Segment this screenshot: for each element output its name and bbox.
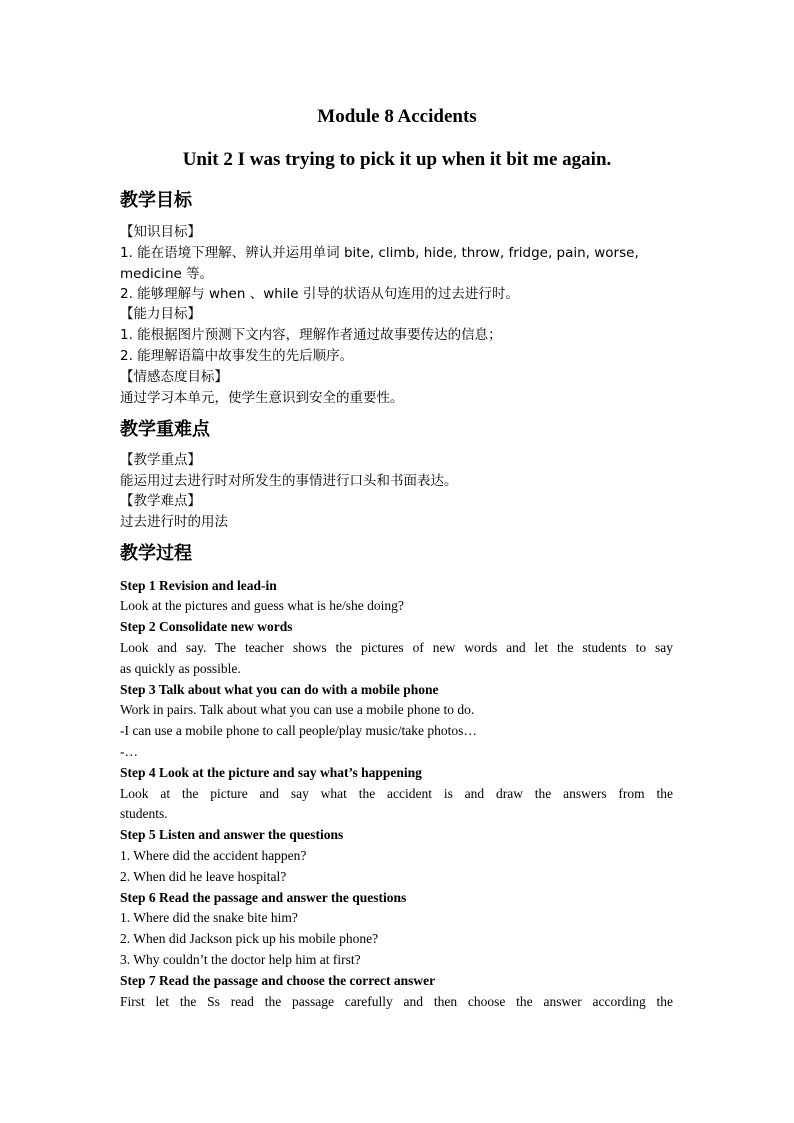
emotion-objective-1: 通过学习本单元，使学生意识到安全的重要性。 [120,390,404,406]
teaching-difficulty-label: 【教学难点】 [120,493,201,509]
knowledge-objective-1b: medicine 等。 [120,266,214,282]
step-4-text-b: students. [120,806,168,821]
knowledge-objective-label: 【知识目标】 [120,224,201,240]
teaching-focus-label: 【教学重点】 [120,452,201,468]
module-title: Module 8 Accidents [317,106,477,127]
key-points-heading: 教学重难点 [120,419,210,440]
step-6-question-3: 3. Why couldn’t the doctor help him at first? [120,952,361,967]
objectives-heading: 教学目标 [120,190,192,211]
ability-objective-label: 【能力目标】 [120,306,201,322]
emotion-objective-label: 【情感态度目标】 [120,369,228,385]
step-4-title: Step 4 Look at the picture and say what’s happening [120,765,422,780]
teaching-focus-text: 能运用过去进行时对所发生的事情进行口头和书面表达。 [120,473,458,489]
step-3-text-b: -I can use a mobile phone to call people/play music/take photos… [120,723,477,738]
step-6-question-1: 1. Where did the snake bite him? [120,910,298,925]
step-1-title: Step 1 Revision and lead-in [120,578,277,593]
step-2-title: Step 2 Consolidate new words [120,619,293,634]
unit-title: Unit 2 I was trying to pick it up when it bit me again. [182,149,612,170]
step-2-text-b: as quickly as possible. [120,661,241,676]
step-6-title: Step 6 Read the passage and answer the questions [120,890,407,905]
step-7-text-a: First let the Ss read the passage carefully and then choose the answer according the [120,994,673,1009]
step-4-text-a: Look at the picture and say what the accident is and draw the answers from the [120,786,673,801]
ability-objective-1: 1. 能根据图片预测下文内容，理解作者通过故事要传达的信息； [120,327,502,343]
step-3-text-a: Work in pairs. Talk about what you can use a mobile phone to do. [120,702,475,717]
step-5-question-2: 2. When did he leave hospital? [120,869,287,884]
process-heading: 教学过程 [120,543,192,564]
step-7-title: Step 7 Read the passage and choose the correct answer [120,973,436,988]
knowledge-objective-2: 2. 能够理解与 when 、while 引导的状语从句连用的过去进行时。 [120,286,519,302]
ability-objective-2: 2. 能理解语篇中故事发生的先后顺序。 [120,348,354,364]
step-3-text-c: -… [120,744,138,759]
step-5-question-1: 1. Where did the accident happen? [120,848,307,863]
knowledge-objective-1a: 1. 能在语境下理解、辨认并运用单词 bite, climb, hide, throw, fridge, pain, worse, [120,245,639,261]
step-3-title: Step 3 Talk about what you can do with a mobile phone [120,682,439,697]
step-2-text-a: Look and say. The teacher shows the pictures of new words and let the students to say [120,640,673,655]
teaching-difficulty-text: 过去进行时的用法 [120,514,228,530]
step-1-text: Look at the pictures and guess what is he/she doing? [120,598,404,613]
step-6-question-2: 2. When did Jackson pick up his mobile phone? [120,931,379,946]
step-5-title: Step 5 Listen and answer the questions [120,827,344,842]
